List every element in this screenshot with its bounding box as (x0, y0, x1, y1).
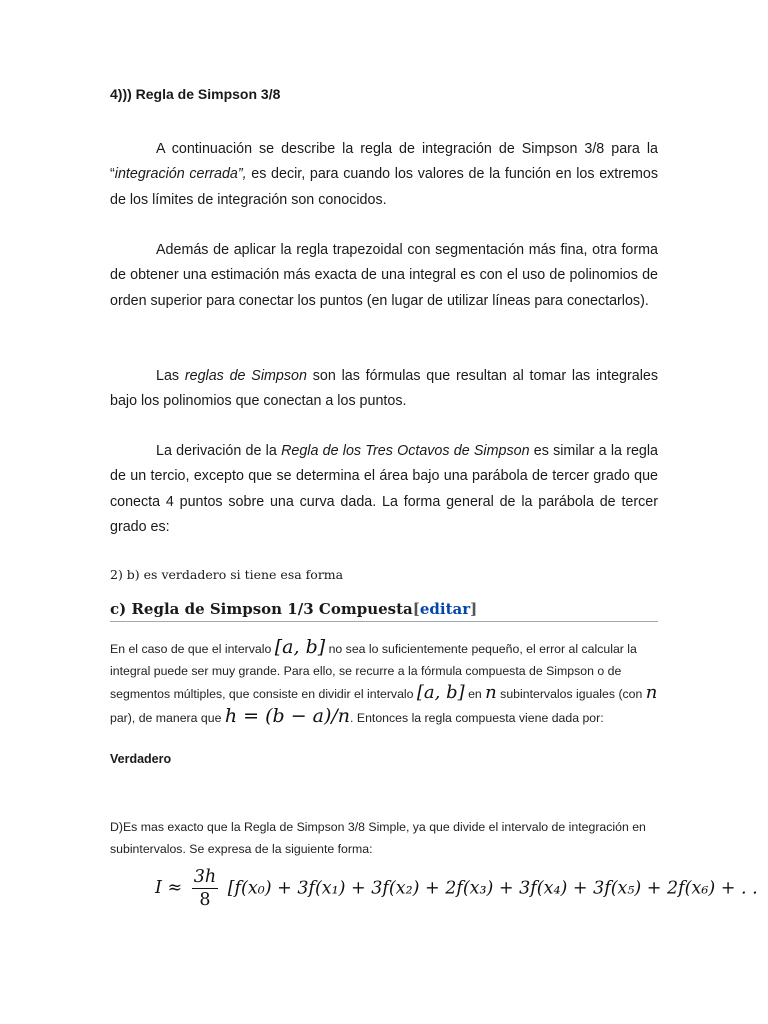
math-h-definition: h = (b − a)/n (224, 704, 351, 727)
wiki-text-2: no sea lo suficientemente pequeño, el error al calcular la integral puede ser muy grande. Para ello, se recurre a la fórmula compuesta de Simpson o de segmentos múltiples, que consiste en dividir el intervalo (110, 642, 637, 701)
wiki-text-4: subintervalos iguales (con (496, 687, 646, 701)
math-n-1: n (485, 682, 497, 703)
derivation-emphasis: Regla de los Tres Octavos de Simpson (281, 443, 530, 459)
intro-text-2: es decir, para cuando los valores de la función en los extremos de los límites de integración son conocidos. (110, 166, 658, 208)
verdadero-label: Verdadero (110, 752, 172, 766)
formula-numerator: 3h (193, 867, 217, 887)
answer-b-line: 2) b) es verdadero si tiene esa forma (110, 567, 344, 582)
rules-text-2: son las fórmulas que resultan al tomar las integrales bajo los polinomios que conectan a los puntos. (110, 368, 658, 410)
math-interval-1: [a, b] (274, 636, 326, 658)
paragraph-simpson-rules (110, 364, 658, 415)
formula-fraction (192, 866, 218, 911)
intro-text-1: A continuación se describe la regla de integración de Simpson 3/8 para la “ (110, 141, 658, 183)
section-title-text: c) Regla de Simpson 1/3 Compuesta (110, 600, 413, 618)
rules-text-1: Las (156, 368, 185, 384)
section-title (110, 600, 658, 622)
intro-emphasis: integración cerrada”, (114, 166, 247, 183)
wiki-text-1: En el caso de que el intervalo (110, 642, 275, 656)
rules-emphasis: reglas de Simpson (184, 368, 307, 384)
formula-denominator: 8 (199, 890, 211, 910)
edit-link[interactable]: editar (419, 600, 471, 618)
page-heading: 4))) Regla de Simpson 3/8 (110, 86, 281, 102)
paragraph-derivation (110, 439, 658, 540)
edit-bracket-close: ] (470, 600, 478, 618)
wiki-text-3: en (464, 687, 486, 701)
wiki-text-5: par), de manera que (110, 710, 225, 725)
math-interval-2: [a, b] (416, 682, 465, 703)
edit-bracket-open: [ (412, 600, 420, 618)
wiki-text-6: . Entonces la regla compuesta viene dada por: (350, 710, 604, 725)
composite-formula (155, 866, 758, 916)
wiki-paragraph (110, 637, 658, 729)
formula-rhs: [f(x₀) + 3f(x₁) + 3f(x₂) + 2f(x₃) + 3f(x₄) + 3f(x₅) + 2f(x₆) + . . (227, 878, 758, 899)
formula-lhs: I ≈ (155, 878, 183, 898)
paragraph-intro (110, 137, 658, 213)
derivation-text-1: La derivación de la (156, 443, 282, 459)
math-n-2: n (645, 682, 658, 703)
paragraph-d: D)Es mas exacto que la Regla de Simpson 3/8 Simple, ya que divide el intervalo de integración en subintervalos. Se expresa de la siguiente forma: (110, 820, 646, 856)
derivation-text-2: es similar a la regla de un tercio, excepto que se determina el área bajo una parábola de tercer grado que conecta 4 puntos sobre una curva dada. La forma general de la parábola de tercer grado es: (110, 443, 658, 535)
paragraph-trapezoidal: Además de aplicar la regla trapezoidal con segmentación más fina, otra forma de obtener una estimación más exacta de una integral es con el uso de polinomios de orden superior para conectar los puntos (en lugar de utilizar líneas para conectarlos). (110, 242, 658, 309)
